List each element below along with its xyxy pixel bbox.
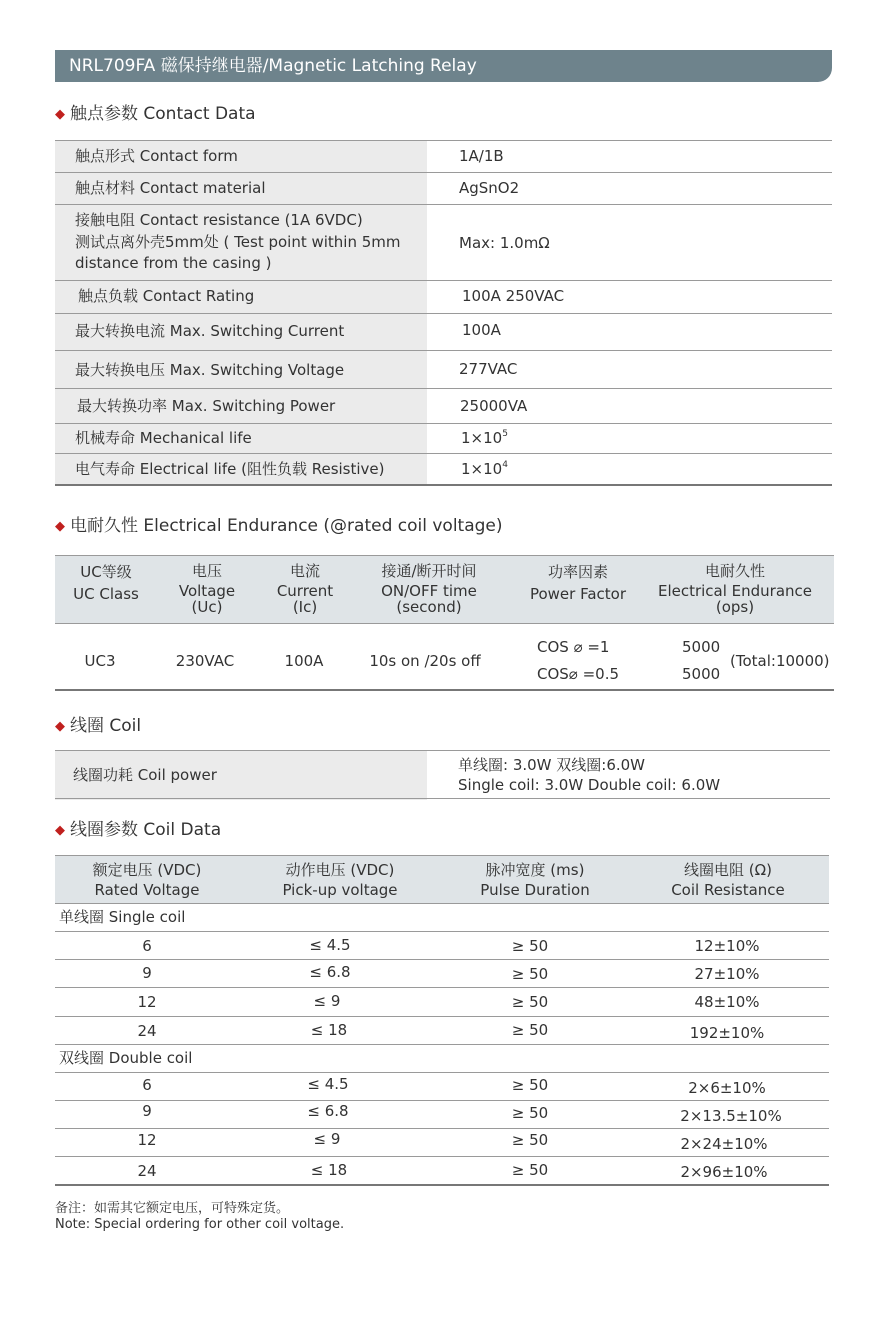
contact-row-value: $1\times 10^4$ xyxy=(461,460,508,478)
contact-row-value: 100A 250VAC xyxy=(462,287,565,305)
endurance-header-endurance: 电耐久性 Electrical Endurance (ops) xyxy=(657,562,813,616)
contact-row-label: 最大转换电流 Max. Switching Current xyxy=(75,322,345,340)
coil-header-rated-voltage: 额定电压 (VDC) Rated Voltage xyxy=(92,861,202,899)
endurance-total-value: (Total:10000) xyxy=(730,652,830,670)
coil-power-value: 单线圈: 3.0W 双线圈:6.0W Single coil: 3.0W Double coil: 6.0W xyxy=(458,756,721,794)
note-chinese: 备注：如需其它额定电压，可特殊定货。 xyxy=(55,1201,290,1216)
contact-row-value: $1\times 10^5$ xyxy=(461,429,508,447)
contact-row-label: 触点材料 Contact material xyxy=(75,179,266,197)
contact-row-label: 最大转换电压 Max. Switching Voltage xyxy=(75,361,345,379)
diamond-bullet-icon: ◆ xyxy=(55,823,65,838)
coil-data-table: 额定电压 (VDC) Rated Voltage 动作电压 (VDC) Pick-up voltage 脉冲宽度 (ms) Pulse Duration 线圈电阻 (Ω) Coil Resistance 单线圈 Single coil 6 ≤ 4.5 ≥ 50 12±10% 9 ≤ 6.8 ≥ 50 27±10% 12 ≤ 9 ≥ 50 48±10% 24 ≤ 18 ≥ 50 192±10% 双线圈 Double coil 6 ≤ 4.5 ≥ 50 2×6±10% 9 ≤ 6.8 ≥ 50 2×13.5±10% 12 ≤ 9 ≥ 50 2×24±10% 24 ≤ 18 ≥ 50 2×96±10% xyxy=(55,855,829,1188)
diamond-bullet-icon: ◆ xyxy=(55,519,65,534)
coil-table xyxy=(55,750,830,800)
endurance-voltage-value: 230VAC xyxy=(175,652,235,670)
contact-table xyxy=(55,140,832,486)
contact-row-value: AgSnO2 xyxy=(459,179,520,197)
contact-row-label: 机械寿命 Mechanical life xyxy=(75,429,252,447)
contact-row-value: Max: 1.0mΩ xyxy=(459,234,550,252)
contact-row-value: 100A xyxy=(462,321,501,339)
note-english: Note: Special ordering for other coil voltage. xyxy=(55,1217,345,1232)
endurance-on-off-value: 10s on /20s off xyxy=(369,652,481,670)
endurance-header-voltage: 电压 Voltage (Uc) xyxy=(178,562,236,616)
coil-header-coil-resistance: 线圈电阻 (Ω) Coil Resistance xyxy=(671,861,785,899)
contact-resistance-label: 接触电阻 Contact resistance (1A 6VDC) 测试点离外壳5mm处 ( Test point within 5mm distance from the casing ) xyxy=(75,211,401,272)
endurance-pf-2-value: COS⌀ =0.5 xyxy=(537,665,620,683)
endurance-ops-2-value: 5000 xyxy=(682,665,721,683)
endurance-table xyxy=(55,555,834,691)
diamond-bullet-icon: ◆ xyxy=(55,107,65,122)
endurance-current-value: 100A xyxy=(284,652,324,670)
coil-power-label: 线圈功耗 Coil power xyxy=(73,766,217,784)
endurance-header-power-factor: 功率因素 Power Factor xyxy=(529,563,627,603)
coil-header-pickup-voltage: 动作电压 (VDC) Pick-up voltage xyxy=(282,861,398,899)
page-banner xyxy=(55,50,832,82)
endurance-header-uc-class: UC等级 UC Class xyxy=(73,563,139,603)
diamond-bullet-icon: ◆ xyxy=(55,719,65,734)
contact-row-value: 1A/1B xyxy=(459,147,504,165)
coil-section-title: ◆ 线圈 Coil xyxy=(55,716,142,736)
coil-header-pulse-duration: 脉冲宽度 (ms) Pulse Duration xyxy=(480,861,590,899)
contact-row-label: 最大转换功率 Max. Switching Power xyxy=(77,397,336,415)
coil-data-section-title: ◆ 线圈参数 Coil Data xyxy=(55,820,222,840)
contact-row-label: 触点形式 Contact form xyxy=(75,147,238,165)
contact-row-label: 电气寿命 Electrical life (阻性负载 Resistive) xyxy=(75,460,385,478)
endurance-uc-class-value: UC3 xyxy=(84,652,116,670)
single-coil-group-label: 单线圈 Single coil xyxy=(59,908,186,926)
endurance-ops-1-value: 5000 xyxy=(682,638,721,656)
contact-row-value: 25000VA xyxy=(460,397,528,415)
contact-row-label: 触点负载 Contact Rating xyxy=(78,287,255,305)
contact-row-value: 277VAC xyxy=(459,360,518,378)
endurance-pf-1-value: COS ⌀ =1 xyxy=(537,638,610,656)
endurance-header-current: 电流 Current (Ic) xyxy=(276,562,334,616)
contact-section-title: ◆ 触点参数 Contact Data xyxy=(55,104,256,124)
endurance-section-title: ◆ 电耐久性 Electrical Endurance (@rated coil voltage) xyxy=(55,516,503,536)
page-title: NRL709FA 磁保持继电器/Magnetic Latching Relay xyxy=(69,56,477,76)
endurance-header-on-off: 接通/断开时间 ON/OFF time (second) xyxy=(381,562,477,616)
double-coil-group-label: 双线圈 Double coil xyxy=(59,1049,193,1067)
